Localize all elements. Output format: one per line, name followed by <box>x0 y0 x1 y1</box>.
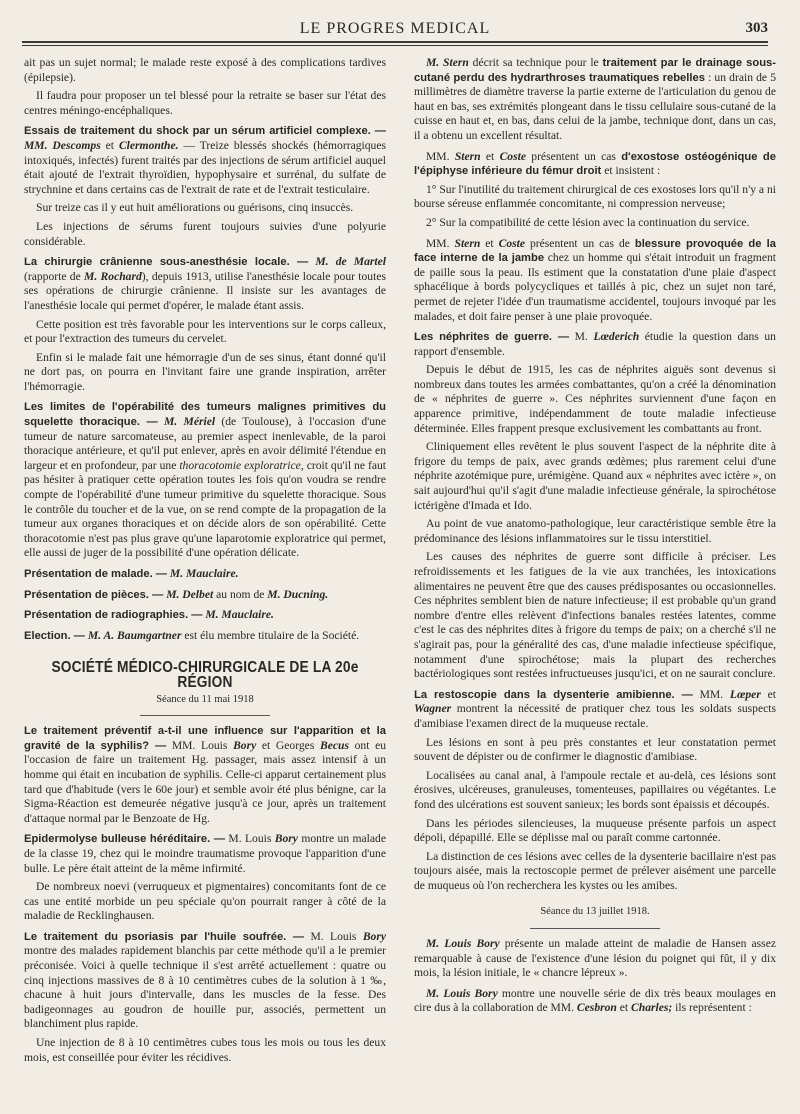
author-name: Bory <box>362 929 386 943</box>
paragraph: Cette position est très favorable pour les interventions sur le corps calleux, et pour l'extraction des tumeurs du cervelet. <box>24 317 386 346</box>
paragraph: 2° Sur la compatibilité de cette lésion avec la continuation du service. <box>426 215 750 229</box>
author-name: M. Louis Bory <box>426 986 498 1000</box>
paragraph: ait pas un sujet normal; le malade reste exposé à des complications tardives (épilepsie). <box>24 56 386 84</box>
article-cranienne: La chirurgie crânienne sous-anesthésie locale. — M. de Martel (rapporte de M. Rochard), depuis 1913, utilise l'anesthésie locale pour toutes ses opérations de chirurgie crânienne. Il insiste sur les avantages de l'anesthésie locale qui permet d'opérer, le malade étant assis. <box>24 255 386 312</box>
article-title: Le traitement du psoriasis par l'huile soufrée. — <box>24 930 305 943</box>
author-name: Stern <box>454 149 481 163</box>
article-limites: Les limites de l'opérabilité des tumeurs malignes primitives du squelette thoracique. — M. Mériel (de Toulouse), à l'occasion d'une tumeur de nature sarcomateuse, au premier aspect inenlevable, de la paroi thoracique antérieure, et qu'il put enlever, après en avoir délimité l'étendue en largeur et en profondeur, par une thoracotomie exploratrice, croit qu'il ne faut pas hésiter à pratiquer cette opération toutes les fois qu'on voudra se rendre compte de l'opérabilité d'une tumeur primitive du squelette thoracique. Sous le contrôle du toucher et de la vue, on se rend compte de la propagation de la tumeur aux organes thoraciques et on décide alors de son opérabilité. Cette thoracotomie n'est pas plus grave qu'une laparotomie exploratrice qui permet, elle aussi de juger de la possibilité d'une opération délicate. <box>24 401 386 560</box>
article-rectoscopie: La restoscopie dans la dysenterie amibienne. — MM. Lœper et Wagner montrent la nécessité de pratiquer chez tous les soldats suspects d'amibiase l'examen direct de la muqueuse rectale. <box>414 687 776 730</box>
paragraph: Depuis le début de 1915, les cas de néphrites aiguës sont devenus si nombreux dans toutes les armées combattantes, qu'on a créé la dénomination de « néphrites de guerre ». Ces néphrites surviennent d'une façon en apparence primitive, indépendamment de toute maladie infectieuse déterminée. Elles frappent presque exclusivement les combattants au front. <box>414 363 776 435</box>
paragraph: Les causes des néphrites de guerre sont difficile à préciser. Les refroidissements et les fatigues de la vie aux tranchées, les intoxications alimentaires ne peuvent être que des causes prédisposantes ou occasionnelles. Ces néphrites semblent bien de nature infectieuse; il est probable qu'un grand nombre d'entre elles relèvent d'infections banales restées latentes, comme c'est le cas des néphrites dites à frigore du temps de paix; on a cherché s'il ne s'agirait pas, pour la généralité des cas, d'une maladie infectieuse spécifique, notamment d'une spirochétose; mais la plupart des recherches bactériologiques sont restées infructueuses jusqu'ici, et on ne saurait conclure. <box>414 550 776 681</box>
article-exostose: MM. Stern et Coste présentent un cas d'exostose ostéogénique de l'épiphyse inférieure du fémur droit et insistent : <box>414 149 776 178</box>
author-name: M. Stern <box>426 56 469 69</box>
paragraph: Il faudra pour proposer un tel blessé pour la retraite se baser sur l'état des centres méningo-encéphaliques. <box>24 89 386 117</box>
author-name: Becus <box>319 738 349 752</box>
paragraph: Cliniquement elles revêtent le plus souvent l'aspect de la néphrite dite à frigore du temps de paix, avec grands œdèmes; plus rarement celui d'une néphrite azotémique pure, urémigène. Quand aux « néphrites avec ictère », on sait aujourd'hui qu'il s'agit d'une maladie infectieuse générale, la spirochétose ictérigène d'Imada et Ido. <box>414 440 776 512</box>
article-moulages: M. Louis Bory montre une nouvelle série de dix très beaux moulages en cire dus à la collaboration de MM. Cesbron et Charles; ils représentent : <box>414 986 776 1015</box>
article-traitement-preventif: Le traitement préventif a-t-il une influence sur l'apparition et la gravité de la syphilis? — MM. Louis Bory et Georges Becus ont eu l'occasion de faire un traitement Hg. passager, mais assez intensif à un homme qui était en incubation de syphilis. Celle-ci apparut certainement plus tard que d'habitude (vers le 60e jour) et semble avoir été plus bénigne, car la Sigma-Réaction est demeurée négative jusqu'à ce jour, après un traitement d'attaque normal par le Benzoate de Hg. <box>24 725 386 825</box>
paragraph: De nombreux noevi (verruqueux et pigmentaires) concomitants font de ce cas une entité morbide un peu spéciale qu'on pourrait ranger à côté de la maladie de Recklinghausen. <box>24 880 386 923</box>
article-drainage: M. Stern décrit sa technique pour le traitement par le drainage sous-cutané perdu des hydrarthroses traumatiques rebelles : un drain de 5 millimètres de diamètre traverse la partie externe de l'articulation du genou de haut en bas, ses extrémités plongeant dans le tissu cellulaire sous-cutané de la cuisse en haut et, en bas, dans celui de la jambe, technique dont, dans un cas, il a obtenu un excellent résultat. <box>414 56 776 142</box>
author-name: Lœper <box>729 687 761 701</box>
session-date: Séance du 13 juillet 1918. <box>540 906 650 918</box>
author-name: M. A. Baumgartner <box>87 628 182 642</box>
author-name: MM. Descomps <box>24 138 101 152</box>
article-title: La chirurgie crânienne sous-anesthésie locale. — <box>24 256 309 269</box>
author-name: Charles; <box>631 1001 673 1015</box>
author-name: M. Mauclaire. <box>205 608 274 622</box>
page-header <box>22 18 768 40</box>
divider <box>530 928 660 929</box>
session-date: Séance du 11 mai 1918 <box>156 693 254 705</box>
paragraph: Dans les périodes silencieuses, la muqueuse présente parfois un aspect dépoli, dépapillé. Elle se déplisse mal ou paraît comme cartonnée. <box>414 816 776 845</box>
article-title: Les néphrites de guerre. — <box>414 331 570 344</box>
item-presentation-pieces: Présentation de pièces. — M. Delbet au nom de M. Ducning. <box>24 587 329 601</box>
article-title: Les limites de l'opérabilité des tumeurs malignes primitives du squelette thoracique. — <box>24 401 386 429</box>
author-name: Clermonthe. <box>118 138 179 152</box>
author-name: Coste <box>498 236 526 250</box>
article-shock: Essais de traitement du shock par un sérum artificiel complexe. — MM. Descomps et Clermonthe. — Treize blessés shockés (hémorragiques intoxiqués, infectés) furent traités par des injections de sérum artificiel auquel était ajouté de l'extrait thyroïdien, hypophysaire et surrénal, du sulfate de strychnine et dans certains cas de l'extrait de rate et de l'extrait testiculaire. <box>24 125 386 196</box>
paragraph: Localisées au canal anal, à l'ampoule rectale et au-delà, ces lésions sont érosives, ulcéreuses, granuleuses, tomenteuses, papillaires ou végétantes. Le fond des ulcérations est souvent sanieux; les bords sont épaissis et découpés. <box>414 768 776 811</box>
paragraph: Une injection de 8 à 10 centimètres cubes tous les mois ou tous les deux mois, est conseillée pour éviter les récidives. <box>24 1036 386 1064</box>
item-presentation-malade: Présentation de malade. — M. Mauclaire. <box>24 567 239 580</box>
paragraph: Les lésions en sont à peu près constantes et leur constatation permet souvent de dépister ou de confirmer le diagnostic d'amibiase. <box>414 735 776 764</box>
header-rule-thin <box>22 45 768 46</box>
divider <box>140 715 270 716</box>
author-name: M. Mériel <box>163 415 216 429</box>
author-name: Cesbron <box>576 1001 617 1015</box>
journal-title: LE PROGRES MEDICAL <box>299 20 491 37</box>
article-title: Essais de traitement du shock par un sérum artificiel complexe. — <box>24 125 386 138</box>
page-number: 303 <box>745 20 768 36</box>
article-title: La restoscopie dans la dysenterie amibienne. — <box>414 688 693 701</box>
right-column <box>414 56 776 1106</box>
item-presentation-radiographies: Présentation de radiographies. — M. Mauclaire. <box>24 608 274 622</box>
paragraph: Les injections de sérums furent toujours suivies d'une polyurie considérable. <box>24 219 386 248</box>
author-name: Bory <box>274 832 298 846</box>
author-name: M. Louis Bory <box>426 937 500 951</box>
article-blessure: MM. Stern et Coste présentent un cas de blessure provoquée de la face interne de la jambe chez un homme qui s'était introduit un fragment de paille sous la peau. Ils estiment que la constatation d'une plaie d'aspect sphacélique à bords polycycliques et taillés à pic, chez un sujet non taré, permet de rejeter l'idée d'un traumatisme accidentel, toujours invoqué par les malades, et doit faire penser à une plaie provoquée. <box>414 236 776 323</box>
paragraph: Sur treize cas il y eut huit améliorations ou guérisons, cinq insuccès. <box>36 201 354 215</box>
left-column <box>24 56 386 1106</box>
paragraph: La distinction de ces lésions avec celles de la dysenterie bacillaire n'est pas toujours aisée, mais la rectoscopie permet de prélever aisément une parcelle de muqueus où l'on recherchera les kystes ou les amibes. <box>414 849 776 892</box>
author-name: M. Delbet <box>166 587 214 601</box>
author-name: M. Ducning. <box>267 587 329 601</box>
author-name: Coste <box>499 149 526 163</box>
header-rule <box>22 41 768 43</box>
article-epidermolyse: Epidermolyse bulleuse héréditaire. — M. Louis Bory montre un malade de la classe 19, chez qui le moindre traumatisme provoque l'apparition d'une bulle. Le père était atteint de la même infirmité. <box>24 832 386 875</box>
paragraph: 1° Sur l'inutilité du traitement chirurgical de ces exostoses lors qu'il n'y a ni bourse séreuse enflammée concomitante, ni compression nerveuse; <box>414 182 776 211</box>
article-nephrites: Les néphrites de guerre. — M. Lœderich étudie la question dans un rapport d'ensemble. <box>414 330 776 358</box>
article-title: Epidermolyse bulleuse héréditaire. — <box>24 833 226 846</box>
society-heading: SOCIÉTÉ MÉDICO-CHIRURGICALE DE LA 20e RÉGION <box>51 659 359 691</box>
article-title: Le traitement préventif a-t-il une influence sur l'apparition et la gravité de la syphilis? — <box>24 725 386 752</box>
author-name: M. Mauclaire. <box>169 567 239 580</box>
author-name: M. de Martel <box>315 255 386 269</box>
author-name: Wagner <box>414 702 452 716</box>
author-name: Bory <box>233 738 257 752</box>
author-name: M. Rochard <box>84 269 142 283</box>
paragraph: Enfin si le malade fait une hémorragie d'un de ses sinus, étant donné qu'il ne dort pas, on pourra en l'invitant faire une grande inspiration, arrêter l'hémorragie. <box>24 350 386 393</box>
author-name: Stern <box>454 236 481 250</box>
article-hansen: M. Louis Bory présente un malade atteint de maladie de Hansen assez remarquable à cause de l'existence d'une lésion du poignet qui fût, il y dix mois, la lésion initiale, le « chancre lépreux ». <box>414 937 776 980</box>
article-psoriasis: Le traitement du psoriasis par l'huile soufrée. — M. Louis Bory montre des malades rapidement blanchis par cette méthode qu'il a le premier préconisée. Voici à quelle technique il s'est arrêté actuellement : quatre ou cinq injections massives de 8 à 10 centimètres cubes de la solution à 1 ‰, chacune à huit jours d'intervalle, dans les muscles de la fesse. Des badigeonnages au goudron de houille pur, associés, permettent un blanchiment plus rapide. <box>24 929 386 1031</box>
author-name: Lœderich <box>593 330 640 344</box>
paragraph: Au point de vue anatomo-pathologique, leur caractéristique semble être la prédominance des lésions inflammatoires sur le tissu interstitiel. <box>414 517 776 545</box>
item-election: Election. — M. A. Baumgartner est élu membre titulaire de la Société. <box>24 628 360 642</box>
